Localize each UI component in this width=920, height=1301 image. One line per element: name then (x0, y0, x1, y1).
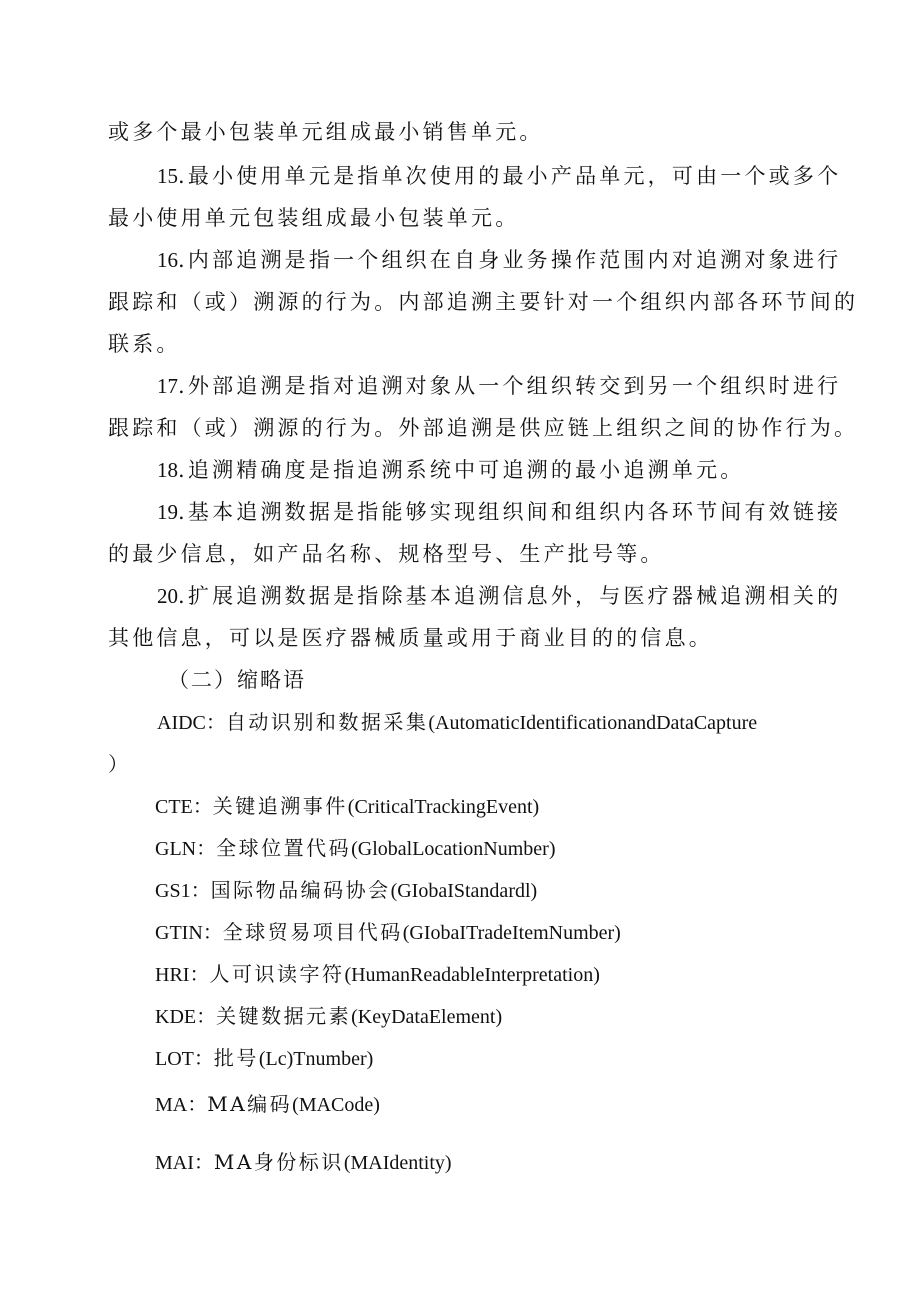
abbr-english: (GIobaITradeItemNumber) (402, 922, 621, 944)
paragraph-14-tail (108, 118, 544, 146)
abbr-code: GTIN： (155, 922, 223, 944)
text-line: .内部追溯是指一个组织在自身业务操作范围内对追溯对象进行 (178, 248, 842, 272)
abbr-english: (MACode) (292, 1094, 380, 1116)
abbr-english: (GlobalLocationNumber) (351, 838, 556, 860)
abbr-meaning: 批号 (213, 1046, 259, 1070)
paragraph-15-line-1 (157, 162, 841, 190)
abbr-meaning: MA身份标识 (213, 1150, 344, 1174)
abbr-meaning: MA编码 (207, 1092, 293, 1116)
abbr-gs1 (155, 876, 537, 905)
item-number: 17 (157, 374, 178, 398)
abbr-code: GS1： (155, 880, 211, 902)
abbr-code: KDE： (155, 1006, 217, 1028)
text-line: .最小使用单元是指单次使用的最小产品单元，可由一个或多个 (178, 164, 842, 188)
paragraph-17-line-2 (108, 414, 858, 442)
abbr-code: MAI： (155, 1152, 214, 1174)
abbr-meaning: 全球贸易项目代码 (222, 920, 403, 944)
item-number: 15 (157, 164, 178, 188)
section-heading (168, 666, 306, 694)
text-line: 联系。 (108, 332, 181, 356)
text-line: 跟踪和（或）溯源的行为。外部追溯是供应链上组织之间的协作行为。 (108, 416, 859, 440)
heading-text: （二）缩略语 (168, 668, 306, 692)
abbr-meaning: 人可识读字符 (209, 962, 345, 986)
item-number: 18 (157, 458, 178, 482)
abbr-gtin (155, 918, 621, 947)
paragraph-15-line-2 (108, 204, 519, 232)
text-line: .外部追溯是指对追溯对象从一个组织转交到另一个组织时进行 (178, 374, 842, 398)
abbr-english: (CriticalTrackingEvent) (347, 796, 540, 818)
paragraph-19-line-2 (108, 540, 665, 568)
abbr-meaning: 国际物品编码协会 (210, 878, 391, 902)
text-line: .追溯精确度是指追溯系统中可追溯的最小追溯单元。 (178, 458, 745, 482)
paragraph-16-line-2 (108, 288, 858, 316)
text-line: .扩展追溯数据是指除基本追溯信息外，与医疗器械追溯相关的 (178, 584, 842, 608)
abbr-aidc-close (108, 750, 128, 778)
abbr-english: (Lc)Tnumber) (258, 1048, 374, 1070)
item-number: 20 (157, 584, 178, 608)
text-line: 跟踪和（或）溯源的行为。内部追溯主要针对一个组织内部各环节间的 (108, 290, 859, 314)
paragraph-20-line-1 (157, 582, 841, 610)
item-number: 19 (157, 500, 178, 524)
abbr-code: LOT： (155, 1048, 214, 1070)
close-paren: ） (108, 752, 128, 776)
abbr-english: (HumanReadableInterpretation) (344, 964, 600, 986)
abbr-english: (GIobaIStandardl) (390, 880, 538, 902)
paragraph-16-line-3 (108, 330, 181, 358)
abbr-aidc (157, 708, 757, 737)
item-number: 16 (157, 248, 178, 272)
abbr-code: CTE： (155, 796, 213, 818)
abbr-lot (155, 1044, 373, 1073)
paragraph-16-line-1 (157, 246, 841, 274)
abbr-code: MA： (155, 1094, 208, 1116)
abbr-mai (155, 1148, 452, 1177)
text-line: 的最少信息，如产品名称、规格型号、生产批号等。 (108, 542, 665, 566)
paragraph-20-line-2 (108, 624, 713, 652)
text-line: 其他信息，可以是医疗器械质量或用于商业目的的信息。 (108, 626, 713, 650)
paragraph-17-line-1 (157, 372, 841, 400)
abbr-code: HRI： (155, 964, 210, 986)
abbr-code: GLN： (155, 838, 217, 860)
abbr-english: (MAIdentity) (343, 1152, 452, 1174)
abbr-meaning: 关键追溯事件 (212, 794, 348, 818)
abbr-meaning: 自动识别和数据采集 (225, 710, 429, 734)
abbr-english: (AutomaticIdentificationandDataCapture (428, 712, 758, 734)
abbr-ma (155, 1090, 380, 1119)
text-line: 最小使用单元包装组成最小包装单元。 (108, 206, 520, 230)
text-line: 或多个最小包装单元组成最小销售单元。 (108, 120, 544, 144)
text-line: .基本追溯数据是指能够实现组织间和组织内各环节间有效链接 (178, 500, 842, 524)
abbr-english: (KeyDataElement) (351, 1006, 503, 1028)
abbr-gln (155, 834, 555, 863)
abbr-code: AIDC： (157, 712, 226, 734)
paragraph-19-line-1 (157, 498, 841, 526)
abbr-cte (155, 792, 539, 821)
abbr-meaning: 关键数据元素 (216, 1004, 352, 1028)
abbr-meaning: 全球位置代码 (216, 836, 352, 860)
abbr-kde (155, 1002, 502, 1031)
paragraph-18-line-1 (157, 456, 744, 484)
abbr-hri (155, 960, 600, 989)
